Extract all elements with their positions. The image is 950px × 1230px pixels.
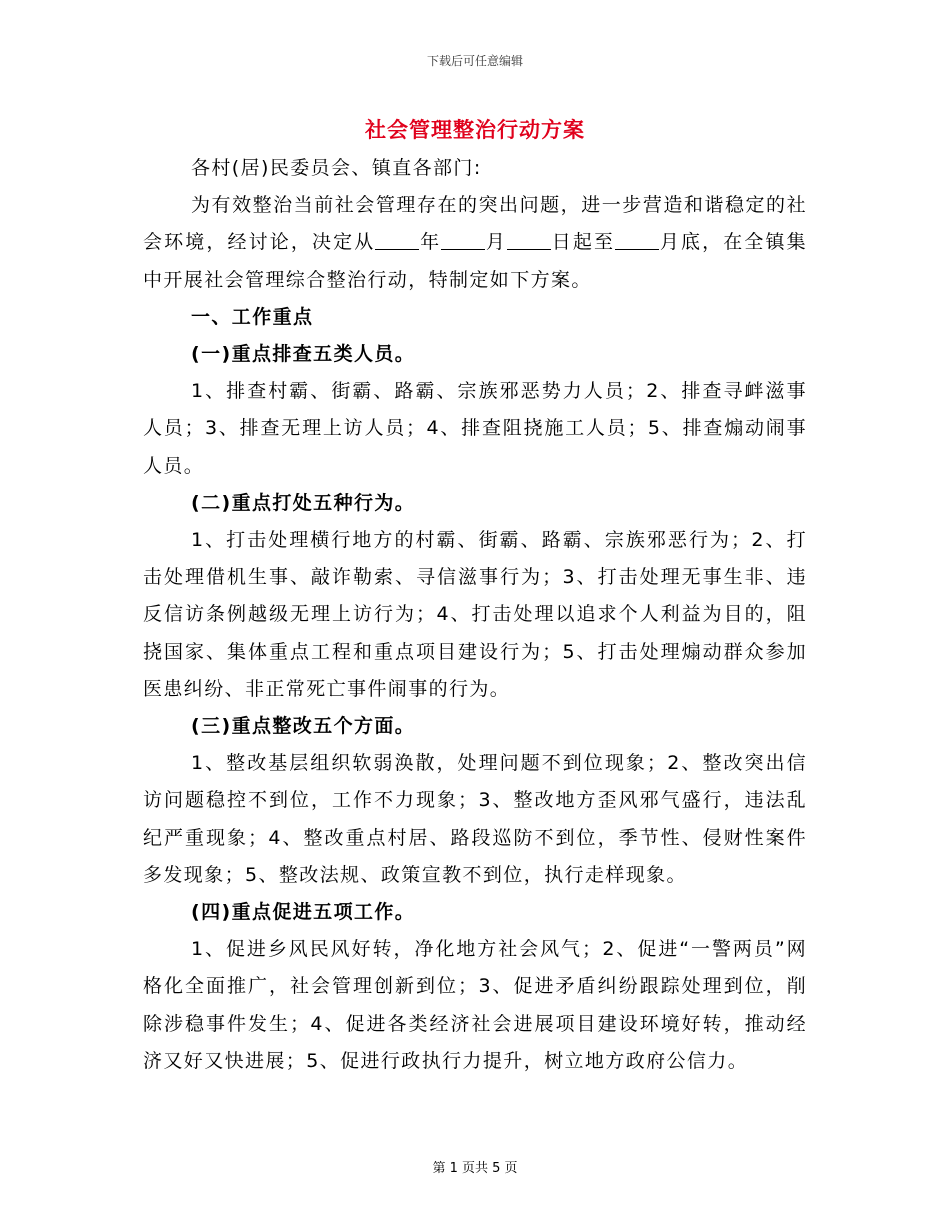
intro-text-after: 月底，在全镇集中开展社会管理综合整治行动，特制定如下方案。 <box>143 231 807 291</box>
date-blank-3[interactable] <box>507 231 551 250</box>
subsection-text-1: 1、排查村霸、街霸、路霸、宗族邪恶势力人员；2、排查寻衅滋事人员；3、排查无理上访人员；4、排查阻挠施工人员；5、排查煽动闹事人员。 <box>143 380 807 477</box>
header-note: 下载后可任意编辑 <box>426 54 523 68</box>
date-blank-1[interactable] <box>375 231 419 250</box>
subsection-heading-1: (一)重点排查五类人员。 <box>191 343 416 366</box>
intro-paragraph <box>143 187 807 299</box>
subsection-text-2: 1、打击处理横行地方的村霸、街霸、路霸、宗族邪恶行为；2、打击处理借机生事、敲诈勒索、寻信滋事行为；3、打击处理无事生非、违反信访条例越级无理上访行为；4、打击处理以追求个人利益为目的，阻挠国家、集体重点工程和重点项目建设行为；5、打击处理煽动群众参加医患纠纷、非正常死亡事件闹事的行为。 <box>143 529 807 700</box>
intro-unit-month: 月 <box>485 231 508 254</box>
section-heading: 一、工作重点 <box>191 305 314 328</box>
salutation: 各村(居)民委员会、镇直各部门: <box>191 157 482 179</box>
intro-unit-year: 年 <box>419 231 442 254</box>
subsection-heading-2: (二)重点打处五种行为。 <box>191 491 416 514</box>
subsection-text-4: 1、促进乡风民风好转，净化地方社会风气；2、促进“一警两员”网格化全面推广，社会管理创新到位；3、促进矛盾纠纷跟踪处理到位，削除涉稳事件发生；4、促进各类经济社会进展项目建设环境好转，推动经济又好又快进展；5、促进行政执行力提升，树立地方政府公信力。 <box>143 938 807 1072</box>
subsection-text-3: 1、整改基层组织软弱涣散，处理问题不到位现象；2、整改突出信访问题稳控不到位，工作不力现象；3、整改地方歪风邪气盛行，违法乱纪严重现象；4、整改重点村居、路段巡防不到位，季节性、侵财性案件多发现象；5、整改法规、政策宣教不到位，执行走样现象。 <box>143 752 807 886</box>
date-blank-2[interactable] <box>441 231 485 250</box>
page-footer: 第 1 页共 5 页 <box>432 1161 518 1176</box>
date-blank-4[interactable] <box>615 231 659 250</box>
subsection-heading-3: (三)重点整改五个方面。 <box>191 715 416 738</box>
document-body <box>143 150 807 1080</box>
document-title: 社会管理整治行动方案 <box>365 118 585 142</box>
subsection-heading-4: (四)重点促进五项工作。 <box>191 901 416 924</box>
intro-unit-day: 日起至 <box>551 231 616 254</box>
intro-text-before: 为有效整治当前社会管理存在的突出问题，进一步营造和谐稳定的社会环境，经讨论，决定从 <box>143 194 807 254</box>
